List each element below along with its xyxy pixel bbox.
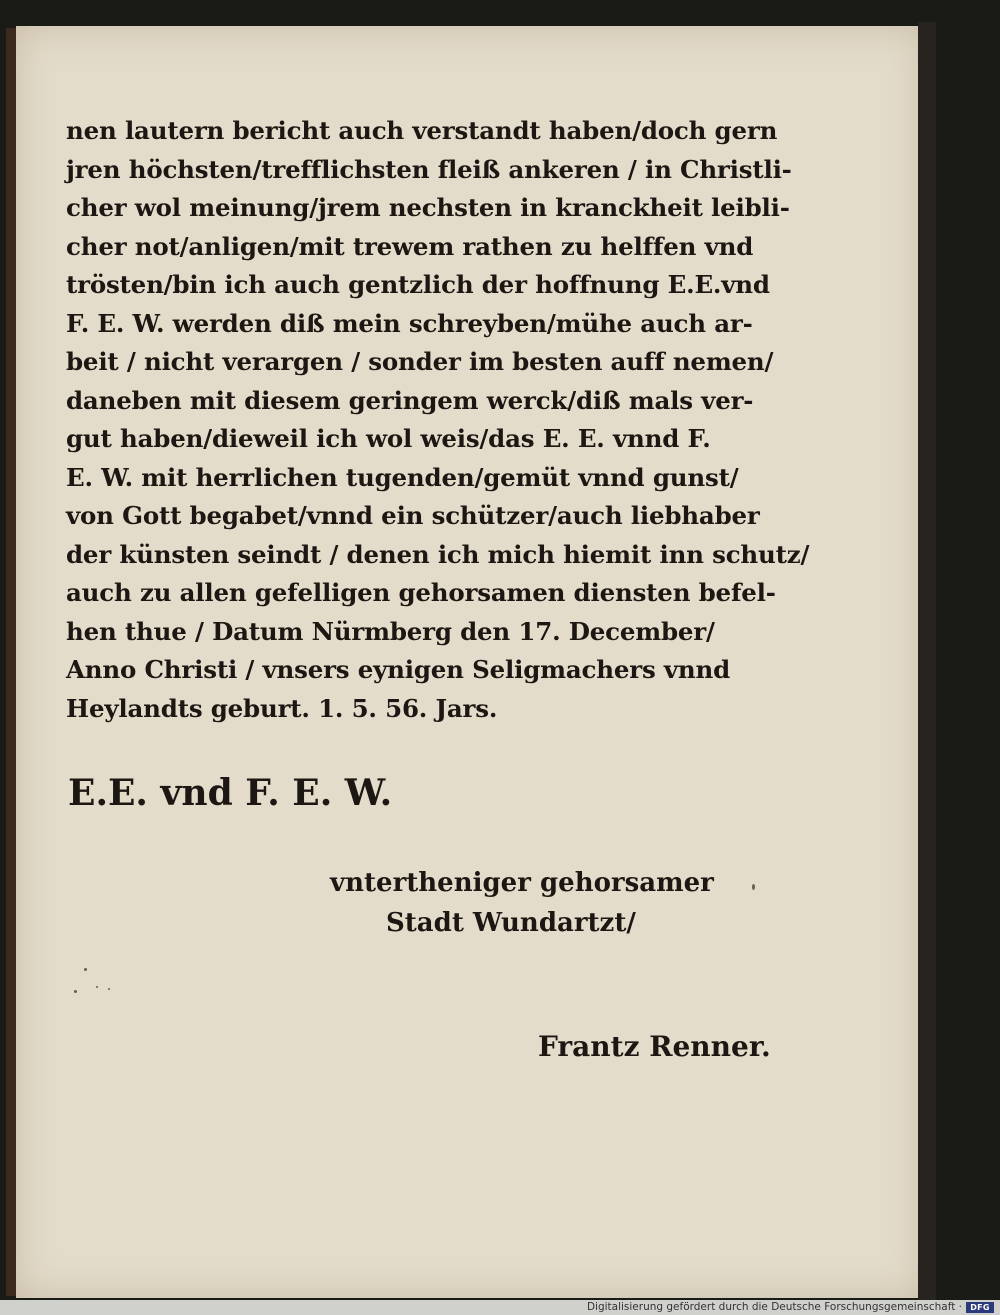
text-line: F. E. W. werden diß mein schreyben/mühe auch ar- bbox=[66, 308, 753, 338]
text-line: E. W. mit herrlichen tugenden/gemüt vnnd gunst/ bbox=[66, 462, 739, 492]
closing-line-2: Stadt Wundartzt/ bbox=[386, 908, 636, 938]
paper-speck bbox=[96, 986, 98, 988]
text-line: von Gott begabet/vnnd ein schützer/auch liebhaber bbox=[66, 501, 760, 530]
text-line: beit / nicht verargen / sonder im besten auff nemen/ bbox=[66, 347, 774, 376]
page-right-edge bbox=[918, 22, 936, 1300]
text-line: cher wol meinung/jrem nechsten in kranckheit leibli- bbox=[66, 193, 790, 222]
paper-speck bbox=[74, 990, 77, 993]
paper-speck bbox=[108, 988, 110, 990]
text-line: nen lautern bericht auch verstandt haben/doch gern bbox=[66, 116, 778, 145]
text-line: cher not/anligen/mit trewem rathen zu helffen vnd bbox=[66, 231, 754, 261]
body-text bbox=[66, 112, 826, 728]
text-line: der künsten seindt / denen ich mich hiemit inn schutz/ bbox=[66, 539, 810, 569]
funding-credit: Digitalisierung gefördert durch die Deutsche Forschungsgemeinschaft · bbox=[586, 1301, 962, 1313]
text-line: trösten/bin ich auch gentzlich der hoffnung E.E.vnd bbox=[66, 270, 770, 299]
text-line: jren höchsten/trefflichsten fleiß ankeren / in Christli- bbox=[66, 154, 792, 184]
text-line: hen thue / Datum Nürmberg den 17. December/ bbox=[66, 616, 715, 646]
text-line: Heylandts geburt. 1. 5. 56. Jars. bbox=[66, 693, 498, 723]
salutation: E.E. vnd F. E. W. bbox=[68, 772, 393, 814]
text-line: auch zu allen gefelligen gehorsamen diensten befel- bbox=[66, 578, 776, 607]
paper-speck bbox=[84, 968, 87, 971]
signature: Frantz Renner. bbox=[538, 1030, 771, 1063]
dfg-logo-icon: DFG bbox=[966, 1302, 994, 1313]
text-line: gut haben/dieweil ich wol weis/das E. E. vnnd F. bbox=[66, 424, 711, 453]
paper-speck bbox=[752, 884, 755, 890]
text-line: daneben mit diesem geringem werck/diß mals ver- bbox=[66, 385, 754, 415]
closing-line-1: vntertheniger gehorsamer bbox=[330, 868, 714, 898]
text-line: Anno Christi / vnsers eynigen Seligmachers vnnd bbox=[66, 655, 731, 684]
